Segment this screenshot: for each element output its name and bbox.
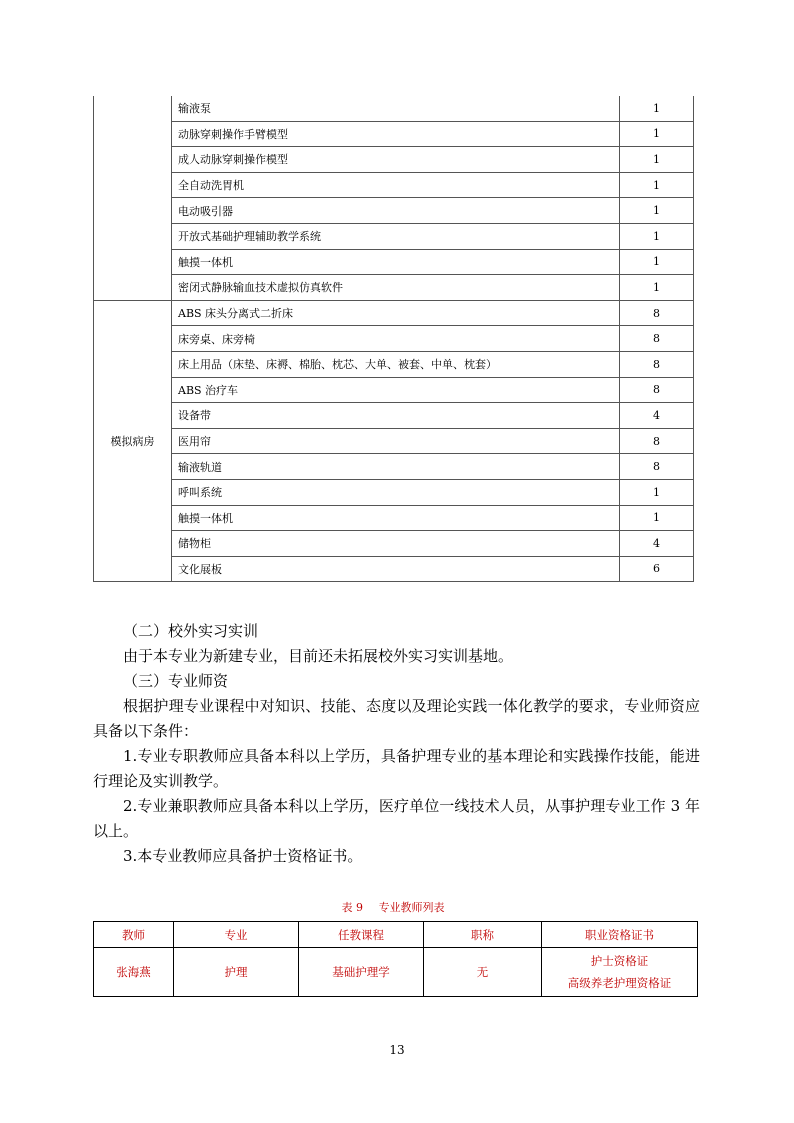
equipment-quantity: 1 bbox=[620, 172, 694, 198]
equipment-quantity: 4 bbox=[620, 531, 694, 557]
caption-title: 专业教师列表 bbox=[378, 901, 445, 914]
faculty-item-3: 3.本专业教师应具备护士资格证书。 bbox=[123, 847, 363, 865]
teacher-table-header-row bbox=[94, 922, 698, 948]
table-row bbox=[94, 275, 694, 301]
equipment-quantity: 1 bbox=[620, 96, 694, 121]
table-row bbox=[94, 428, 694, 454]
teacher-course: 基础护理学 bbox=[299, 948, 424, 997]
teacher-name: 张海燕 bbox=[94, 948, 174, 997]
header-teacher: 教师 bbox=[94, 922, 174, 948]
table-row bbox=[94, 377, 694, 403]
faculty-item-2: 2.专业兼职教师应具备本科以上学历，医疗单位一线技术人员，从事护理专业工作 3 年以上。 bbox=[93, 797, 700, 840]
equipment-quantity: 1 bbox=[620, 121, 694, 147]
equipment-quantity: 8 bbox=[620, 326, 694, 352]
faculty-intro: 根据护理专业课程中对知识、技能、态度以及理论实践一体化教学的要求，专业师资应具备以下条件： bbox=[93, 697, 700, 740]
equipment-name: 床上用品（床垫、床褥、棉胎、枕芯、大单、被套、中单、枕套） bbox=[172, 351, 620, 377]
header-certificate: 职业资格证书 bbox=[542, 922, 698, 948]
equipment-name: 电动吸引器 bbox=[172, 198, 620, 224]
page-number: 13 bbox=[389, 1043, 405, 1057]
teacher-major: 护理 bbox=[174, 948, 299, 997]
equipment-quantity: 4 bbox=[620, 403, 694, 429]
equipment-quantity: 1 bbox=[620, 147, 694, 173]
table-row bbox=[94, 223, 694, 249]
teacher-title: 无 bbox=[424, 948, 542, 997]
equipment-name: 触摸一体机 bbox=[172, 249, 620, 275]
equipment-name: ABS 治疗车 bbox=[172, 377, 620, 403]
equipment-quantity: 8 bbox=[620, 300, 694, 326]
table-row bbox=[94, 948, 698, 997]
certificate-1: 护士资格证 bbox=[590, 954, 649, 968]
header-title: 职称 bbox=[424, 922, 542, 948]
equipment-name: 触摸一体机 bbox=[172, 505, 620, 531]
equipment-name: 呼叫系统 bbox=[172, 479, 620, 505]
equipment-name: 动脉穿刺操作手臂模型 bbox=[172, 121, 620, 147]
equipment-quantity: 1 bbox=[620, 479, 694, 505]
equipment-quantity: 8 bbox=[620, 377, 694, 403]
equipment-quantity: 8 bbox=[620, 454, 694, 480]
equipment-name: 密闭式静脉输血技术虚拟仿真软件 bbox=[172, 275, 620, 301]
table-row bbox=[94, 556, 694, 582]
header-course: 任教课程 bbox=[299, 922, 424, 948]
table-row bbox=[94, 147, 694, 173]
equipment-name: 全自动洗胃机 bbox=[172, 172, 620, 198]
certificate-2: 高级养老护理资格证 bbox=[567, 976, 672, 990]
body-text bbox=[93, 619, 700, 869]
equipment-name: 床旁桌、床旁椅 bbox=[172, 326, 620, 352]
table-row bbox=[94, 505, 694, 531]
section-heading-offcampus: （二）校外实习实训 bbox=[123, 622, 259, 640]
table-row bbox=[94, 249, 694, 275]
table-row bbox=[94, 326, 694, 352]
table-row bbox=[94, 351, 694, 377]
teacher-certificates bbox=[542, 948, 698, 997]
equipment-name: 开放式基础护理辅助教学系统 bbox=[172, 223, 620, 249]
equipment-name: 输液泵 bbox=[172, 96, 620, 121]
category-cell bbox=[94, 96, 172, 300]
equipment-quantity: 8 bbox=[620, 428, 694, 454]
equipment-name: 储物柜 bbox=[172, 531, 620, 557]
table-row bbox=[94, 121, 694, 147]
equipment-quantity: 6 bbox=[620, 556, 694, 582]
equipment-quantity: 1 bbox=[620, 223, 694, 249]
table-row bbox=[94, 479, 694, 505]
faculty-item-1: 1.专业专职教师应具备本科以上学历，具备护理专业的基本理论和实践操作技能，能进行理论及实训教学。 bbox=[93, 747, 700, 790]
table-row bbox=[94, 531, 694, 557]
equipment-name: 医用帘 bbox=[172, 428, 620, 454]
offcampus-body: 由于本专业为新建专业，目前还未拓展校外实习实训基地。 bbox=[123, 647, 514, 665]
equipment-quantity: 1 bbox=[620, 275, 694, 301]
header-major: 专业 bbox=[174, 922, 299, 948]
caption-number: 表 9 bbox=[341, 901, 363, 914]
equipment-table bbox=[93, 96, 694, 582]
section-heading-faculty: （三）专业师资 bbox=[123, 672, 229, 690]
table-row bbox=[94, 96, 694, 121]
equipment-quantity: 1 bbox=[620, 505, 694, 531]
equipment-quantity: 1 bbox=[620, 249, 694, 275]
table-row bbox=[94, 300, 694, 326]
equipment-name: 输液轨道 bbox=[172, 454, 620, 480]
equipment-name: 成人动脉穿刺操作模型 bbox=[172, 147, 620, 173]
table-row bbox=[94, 454, 694, 480]
equipment-name: 文化展板 bbox=[172, 556, 620, 582]
equipment-name: ABS 床头分离式二折床 bbox=[172, 300, 620, 326]
table-row bbox=[94, 198, 694, 224]
table-row bbox=[94, 172, 694, 198]
equipment-quantity: 8 bbox=[620, 351, 694, 377]
equipment-table-body bbox=[94, 96, 694, 582]
category-cell: 模拟病房 bbox=[94, 300, 172, 582]
table-row bbox=[94, 403, 694, 429]
equipment-quantity: 1 bbox=[620, 198, 694, 224]
teacher-table bbox=[93, 921, 698, 997]
equipment-name: 设备带 bbox=[172, 403, 620, 429]
teacher-table-caption bbox=[93, 899, 693, 915]
